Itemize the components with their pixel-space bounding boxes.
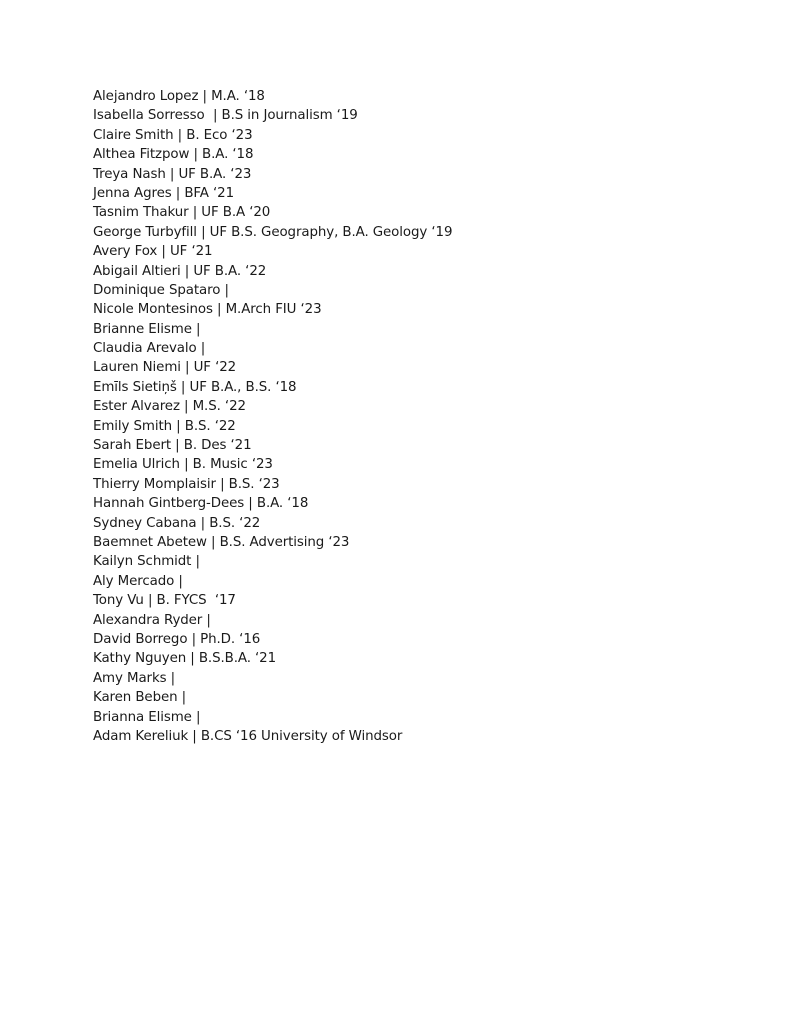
- list-item: Hannah Gintberg-Dees | B.A. ‘18: [93, 496, 309, 512]
- list-item: Ester Alvarez | M.S. ‘22: [93, 399, 246, 415]
- list-item: Sydney Cabana | B.S. ‘22: [93, 515, 261, 531]
- list-item: Avery Fox | UF ‘21: [93, 244, 213, 260]
- list-item: Treya Nash | UF B.A. ‘23: [93, 166, 252, 182]
- list-item: Thierry Momplaisir | B.S. ‘23: [93, 476, 280, 492]
- list-item: Adam Kereliuk | B.CS ‘16 University of Windsor: [93, 728, 403, 744]
- list-item: Nicole Montesinos | M.Arch FIU ‘23: [93, 302, 322, 318]
- list-item: Jenna Agres | BFA ‘21: [93, 185, 235, 201]
- list-item: Alejandro Lopez | M.A. ‘18: [93, 89, 265, 104]
- list-item: Sarah Ebert | B. Des ‘21: [93, 438, 252, 454]
- list-item: Lauren Niemi | UF ‘22: [93, 360, 237, 376]
- list-item: Claudia Arevalo |: [93, 341, 206, 357]
- list-item: Abigail Altieri | UF B.A. ‘22: [93, 263, 267, 279]
- list-item: Claire Smith | B. Eco ‘23: [93, 127, 253, 143]
- list-item: Amy Marks |: [93, 670, 176, 686]
- list-item: Baemnet Abetew | B.S. Advertising ‘23: [93, 534, 350, 550]
- list-item: Dominique Spataro |: [93, 282, 229, 298]
- list-item: Isabella Sorresso | B.S in Journalism ‘19: [93, 108, 358, 124]
- list-item: Althea Fitzpow | B.A. ‘18: [93, 147, 254, 163]
- list-item: Kailyn Schmidt |: [93, 554, 200, 570]
- list-item: Emily Smith | B.S. ‘22: [93, 418, 236, 434]
- list-item: David Borrego | Ph.D. ‘16: [93, 631, 261, 647]
- alumni-list: [93, 87, 452, 746]
- list-item: Emīls Sietiņš | UF B.A., B.S. ‘18: [93, 379, 297, 395]
- list-item: Brianna Elisme |: [93, 709, 201, 725]
- list-item: George Turbyfill | UF B.S. Geography, B.A. Geology ‘19: [93, 224, 453, 240]
- list-item: Alexandra Ryder |: [93, 612, 211, 628]
- list-item: Tony Vu | B. FYCS ‘17: [93, 593, 236, 609]
- list-item: Aly Mercado |: [93, 573, 183, 589]
- list-item: Tasnim Thakur | UF B.A ‘20: [93, 205, 271, 221]
- list-item: Kathy Nguyen | B.S.B.A. ‘21: [93, 651, 277, 667]
- list-item: Emelia Ulrich | B. Music ‘23: [93, 457, 273, 473]
- list-item: Brianne Elisme |: [93, 321, 201, 337]
- list-item: Karen Beben |: [93, 690, 187, 706]
